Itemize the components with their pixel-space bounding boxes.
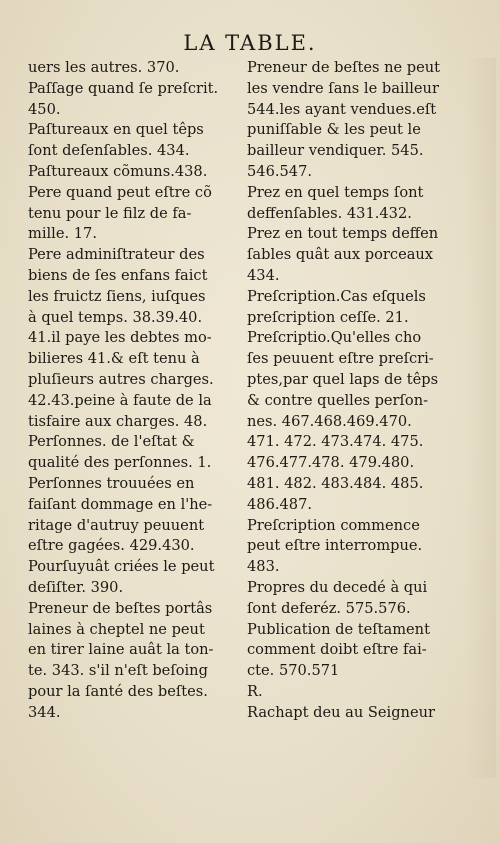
index-line: comment doibt eſtre fai- bbox=[247, 641, 427, 659]
index-line: 486.487. bbox=[247, 495, 312, 513]
index-line: eſtre gagées. 429.430. bbox=[28, 537, 195, 555]
index-line: biens de ſes enfans faict bbox=[28, 266, 208, 284]
index-line: ſes peuuent eſtre preſcri- bbox=[247, 350, 434, 368]
page-header: LA TABLE. bbox=[183, 31, 317, 55]
index-line: 344. bbox=[28, 703, 61, 721]
index-line: uers les autres. 370. bbox=[28, 59, 180, 76]
index-line: 544.les ayant vendues.eſt bbox=[247, 100, 437, 118]
index-line: Preneur de beſtes portâs bbox=[28, 599, 213, 617]
index-line: pour la ſanté des beſtes. bbox=[28, 682, 208, 700]
index-line: 450. bbox=[28, 100, 61, 118]
index-line: Propres du decedé à qui bbox=[247, 578, 428, 596]
index-line: te. 343. s'il n'eſt beſoing bbox=[28, 662, 208, 680]
index-line: les vendre ſans le bailleur bbox=[247, 79, 439, 97]
index-line: & contre quelles perſon- bbox=[247, 391, 429, 409]
index-line: tisfaire aux charges. 48. bbox=[28, 412, 208, 430]
index-line: 546.547. bbox=[247, 162, 312, 180]
index-line: Prez en tout temps deffen bbox=[247, 225, 439, 243]
index-line: faiſant dommage en l'he- bbox=[28, 495, 213, 513]
right-column bbox=[247, 58, 461, 724]
index-line: Pere quand peut eſtre cõ bbox=[28, 183, 212, 201]
index-line: pluſieurs autres charges. bbox=[28, 370, 214, 388]
index-line: 434. bbox=[247, 266, 280, 284]
index-line: Perſonnes. de l'eſtat & bbox=[28, 433, 195, 451]
index-line: peut eſtre interrompue. bbox=[247, 537, 423, 555]
index-line: 42.43.peine à faute de la bbox=[28, 391, 212, 409]
index-line: à quel temps. 38.39.40. bbox=[28, 308, 203, 326]
index-line: 476.477.478. 479.480. bbox=[247, 454, 415, 472]
index-line: Paſtureaux cõmuns.438. bbox=[28, 162, 208, 180]
index-line: deſiſter. 390. bbox=[28, 578, 124, 596]
index-line: Prez en quel temps ſont bbox=[247, 183, 424, 201]
index-line: ſont deſenſables. 434. bbox=[28, 142, 190, 160]
index-line: deffenſables. 431.432. bbox=[247, 204, 412, 222]
index-line: Preſcription commence bbox=[247, 516, 420, 534]
index-line: Pere adminiſtrateur des bbox=[28, 246, 205, 264]
index-line: ſont deferéz. 575.576. bbox=[247, 599, 411, 617]
index-line: laines à cheptel ne peut bbox=[28, 620, 205, 638]
index-line: R. bbox=[247, 682, 263, 700]
index-line: cte. 570.571 bbox=[247, 662, 340, 680]
index-line: bilieres 41.& eſt tenu à bbox=[28, 350, 200, 368]
index-line: preſcription ceſſe. 21. bbox=[247, 308, 409, 326]
index-line: Preſcription.Cas eſquels bbox=[247, 287, 426, 305]
index-line: tenu pour le filz de fa- bbox=[28, 204, 192, 222]
index-line: ptes,par quel laps de têps bbox=[247, 370, 439, 388]
index-line: Preneur de beſtes ne peut bbox=[247, 59, 441, 76]
index-line: Rachapt deu au Seigneur bbox=[247, 703, 435, 721]
page-edge-shadow bbox=[466, 58, 496, 778]
index-line: Publication de teſtament bbox=[247, 620, 430, 638]
index-line: les fruictz ſiens, iuſques bbox=[28, 287, 206, 305]
index-line: Pourſuyuât criées le peut bbox=[28, 558, 215, 576]
index-line: nes. 467.468.469.470. bbox=[247, 412, 412, 430]
index-line: 483. bbox=[247, 558, 280, 576]
index-line: ritage d'autruy peuuent bbox=[28, 516, 205, 534]
index-line: Perſonnes trouuées en bbox=[28, 474, 195, 492]
index-line: mille. 17. bbox=[28, 225, 97, 243]
index-line: puniſſable & les peut le bbox=[247, 121, 421, 139]
index-line: 481. 482. 483.484. 485. bbox=[247, 474, 424, 492]
index-line: Preſcriptio.Qu'elles cho bbox=[247, 329, 422, 347]
index-line: 41.il paye les debtes mo- bbox=[28, 329, 212, 347]
index-line: bailleur vendiquer. 545. bbox=[247, 142, 424, 160]
index-line: en tirer laine auât la ton- bbox=[28, 641, 214, 659]
index-line: ſables quât aux porceaux bbox=[247, 246, 434, 264]
index-line: Paſſage quand ſe preſcrit. bbox=[28, 79, 219, 97]
index-line: 471. 472. 473.474. 475. bbox=[247, 433, 424, 451]
index-line: Paſtureaux en quel têps bbox=[28, 121, 204, 139]
left-column bbox=[28, 58, 240, 724]
index-line: qualité des perſonnes. 1. bbox=[28, 454, 212, 472]
